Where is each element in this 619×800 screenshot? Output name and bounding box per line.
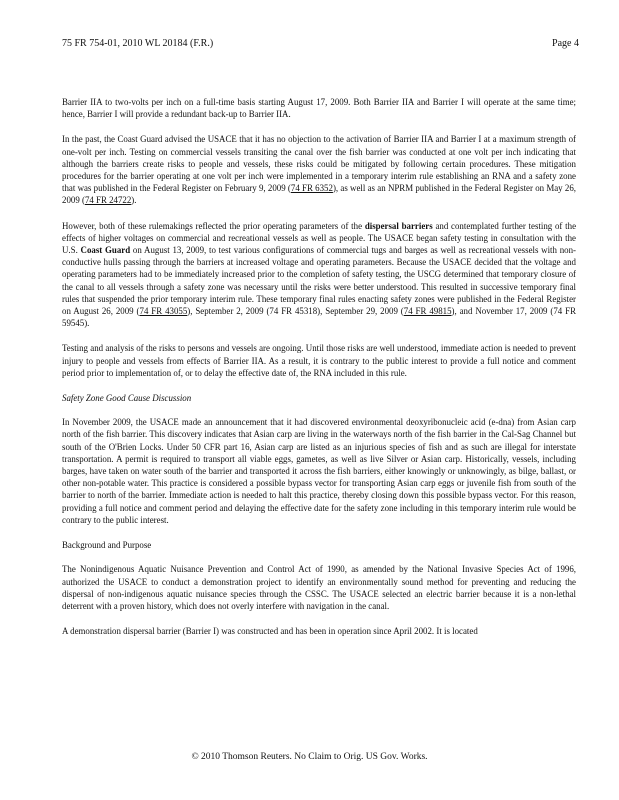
paragraph	[62, 133, 576, 206]
paragraph	[62, 625, 576, 637]
paragraph	[62, 342, 576, 379]
text-run: on August 13, 2009, to test various configurations of commercial tugs and barges as well as recreational vessels with non-conductive hulls passing through the barriers at increased voltage and operating parameters. Because the USACE decided that the voltage and operating parameters had to be immediately increased prior to the completion of safety testing, the USCG determined that temporary closure of the canal to all vessels through a safety zone was necessary until the risks were better understood. This resulted in successive temporary final rules that suspended the prior temporary interim rule. These temporary final rules enacting safety zones were published in the Federal Register on August 26, 2009 (	[62, 245, 576, 317]
text-run: However, both of these rulemakings reflected the prior operating parameters of the	[62, 220, 365, 231]
citation-link[interactable]: 74 FR 6352	[290, 183, 333, 194]
text-run: Coast Guard	[80, 245, 131, 256]
citation-link[interactable]: 74 FR 49815	[403, 306, 452, 317]
section-heading	[62, 392, 576, 404]
paragraph	[62, 563, 576, 612]
text-run: The Nonindigenous Aquatic Nuisance Prevention and Control Act of 1990, as amended by the National Invasive Species Act of 1996, authorized the USACE to conduct a demonstration project to identify an environmentally sound method for preventing and reducing the dispersal of non-indigenous aquatic nuisance species through the CSSC. The USACE selected an electric barrier because it is a non-lethal deterrent with a proven history, which does not overly interfere with navigation in the canal.	[62, 564, 576, 611]
text-run: ), September 2, 2009 (74 FR 45318), September 29, 2009 (	[187, 306, 404, 317]
text-run: Background and Purpose	[62, 540, 152, 551]
text-run: In November 2009, the USACE made an announcement that it had discovered environmental deoxyribonucleic acid (e-dna) from Asian carp north of the fish barrier. This discovery indicates that Asian carp are living in the waterways north of the fish barrier in the Cal-Sag Channel but south of the O'Brien Locks. Under 50 CFR part 16, Asian carp are listed as an injurious species of fish and as such are illegal for interstate transportation. A permit is required to transport all viable eggs, gametes, as well as live Silver or Asian carp. Historically, vessels, including barges, have taken on water south of the barrier and transported it across the fish barriers, either knowingly or unknowingly, as bilge, ballast, or other non-potable water. This practice is considered a possible bypass vector for transporting Asian carp eggs or juvenile fish from south of the barrier to north of the barrier. Immediate action is needed to halt this practice, thereby closing down this possible bypass vector. For this reason, providing a full notice and comment period and delaying the effective date for the safety zone including in this temporary interim rule would be contrary to the public interest.	[62, 417, 576, 525]
text-run: ), as well as an NPRM published in the Federal Register on May 26, 2009 (	[62, 183, 576, 206]
text-run: In the past, the Coast Guard advised the USACE that it has no objection to the activation of Barrier IIA and Barrier I at a maximum strength of one-volt per inch. Testing on commercial vessels transiting the canal over the fish barrier was conducted at one volt per inch indicating that although the barriers create risks to people and vessels, these risks could be mitigated by following certain procedures. These mitigation procedures for the barrier operating at one volt per inch were implemented in a temporary interim rule establishing an RNA and a safety zone that was published in the Federal Register on February 9, 2009 (	[62, 134, 576, 194]
citation-link[interactable]: 74 FR 43055	[139, 306, 188, 317]
text-run: ), and November 17, 2009 (74 FR 59545).	[62, 306, 577, 329]
page-number: Page 4	[552, 38, 579, 49]
text-run: Barrier IIA to two-volts per inch on a full-time basis starting August 17, 2009. Both Barrier IIA and Barrier I will operate at the same time; hence, Barrier I will provide a redundant back-up to Barrier IIA.	[62, 97, 576, 120]
text-run: A demonstration dispersal barrier (Barrier I) was constructed and has been in operation since April 2002. It is located	[62, 626, 478, 637]
citation: 75 FR 754-01, 2010 WL 20184 (F.R.)	[62, 38, 214, 49]
paragraph	[62, 96, 576, 120]
citation-link[interactable]: 74 FR 24722	[84, 195, 132, 206]
paragraph	[62, 416, 576, 526]
text-run: Testing and analysis of the risks to persons and vessels are ongoing. Until those risks are well understood, immediate action is needed to prevent injury to people and vessels from effects of Barrier IIA. As a result, it is contrary to the public interest to provide a full notice and comment period prior to implementation of, or to delay the effective date of, the RNA included in this rule.	[62, 343, 576, 378]
paragraph	[62, 220, 576, 330]
text-run: and contemplated further testing of the effects of higher voltages on commercial and recreational vessels as well as people. The USACE began safety testing in consultation with the U.S.	[62, 220, 577, 256]
text-run: ).	[131, 195, 137, 206]
text-run: Safety Zone Good Cause Discussion	[62, 393, 192, 404]
document-body	[62, 96, 576, 650]
section-heading	[62, 539, 576, 551]
text-run: dispersal barriers	[364, 220, 433, 231]
copyright-footer: © 2010 Thomson Reuters. No Claim to Orig. US Gov. Works.	[191, 752, 428, 762]
